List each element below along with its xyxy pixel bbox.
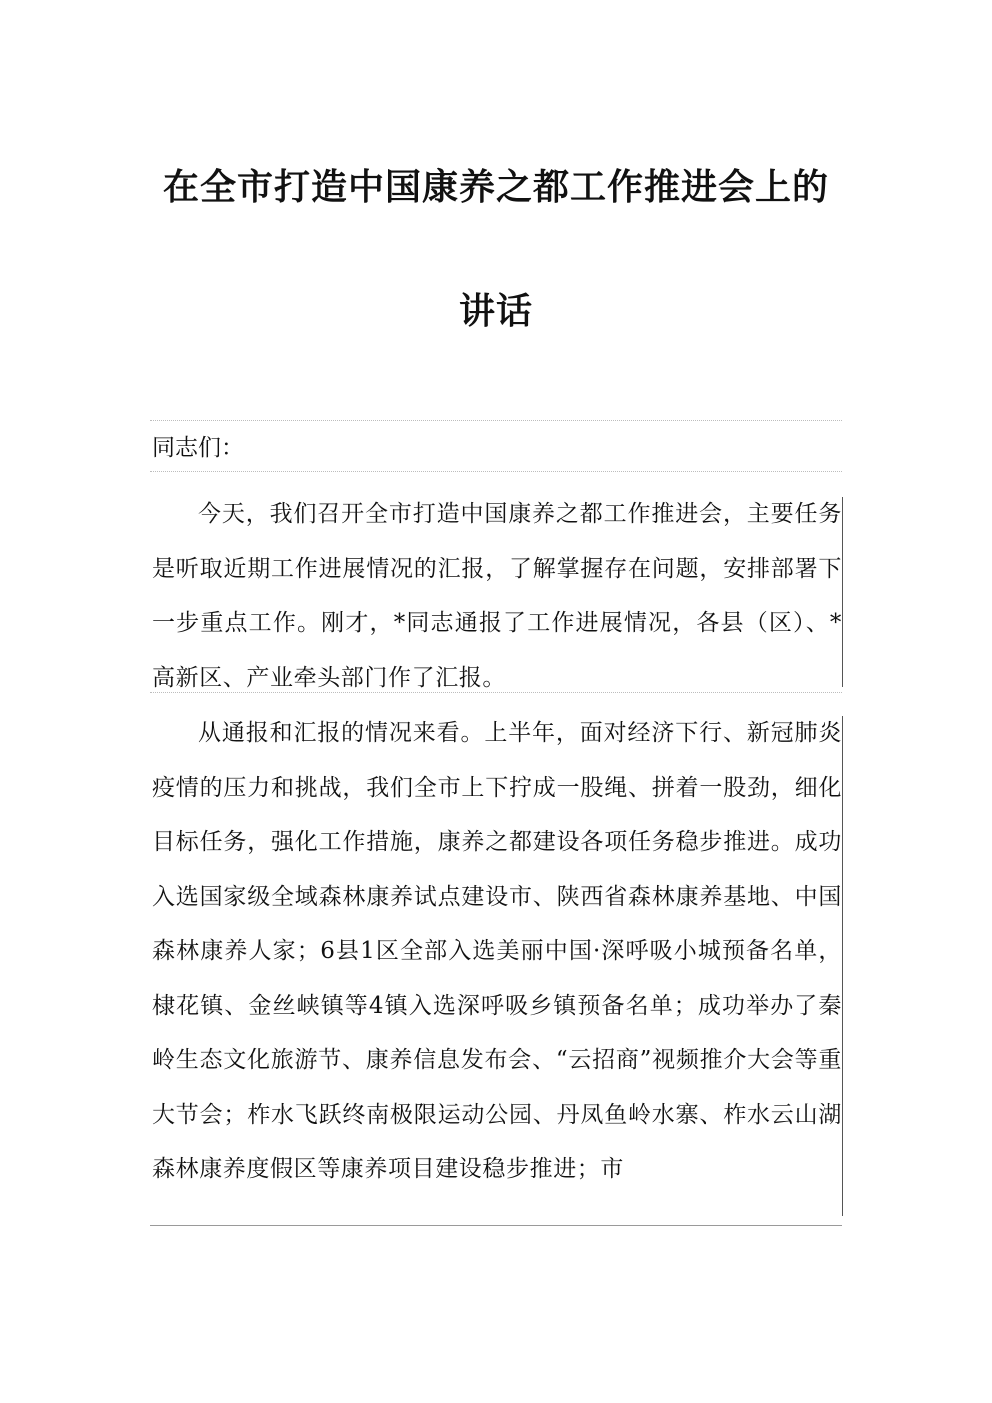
divider-paragraph	[150, 692, 842, 693]
document-title-line-2: 讲话	[458, 291, 533, 332]
paragraph-2: 从通报和汇报的情况来看。上半年，面对经济下行、新冠肺炎疫情的压力和挑战，我们全市上下拧成一股绳、拼着一股劲，细化目标任务，强化工作措施，康养之都建设各项任务稳步推进。成功入选国家级全域森林康养试点建设市、陕西省森林康养基地、中国森林康养人家；6县1区全部入选美丽中国·深呼吸小城预备名单，棣花镇、金丝峡镇等4镇入选深呼吸乡镇预备名单；成功举办了秦岭生态文化旅游节、康养信息发布会、“云招商”视频推介大会等重大节会；柞水飞跃终南极限运动公园、丹凤鱼岭水寨、柞水云山湖森林康养度假区等康养项目建设稳步推进；市	[152, 720, 842, 1182]
right-margin-bar-2	[842, 716, 843, 1216]
paragraph-1: 今天，我们召开全市打造中国康养之都工作推进会，主要任务是听取近期工作进展情况的汇报，了解掌握存在问题，安排部署下一步重点工作。刚才，*同志通报了工作进展情况，各县（区）、*高新区、产业牵头部门作了汇报。	[152, 501, 842, 691]
divider-bottom	[150, 1225, 842, 1226]
document-title-line-1: 在全市打造中国康养之都工作推进会上的	[162, 167, 829, 208]
greeting: 同志们：	[152, 435, 244, 461]
divider-top	[150, 420, 842, 421]
right-margin-bar-1	[842, 497, 843, 687]
divider-greeting	[150, 471, 842, 472]
